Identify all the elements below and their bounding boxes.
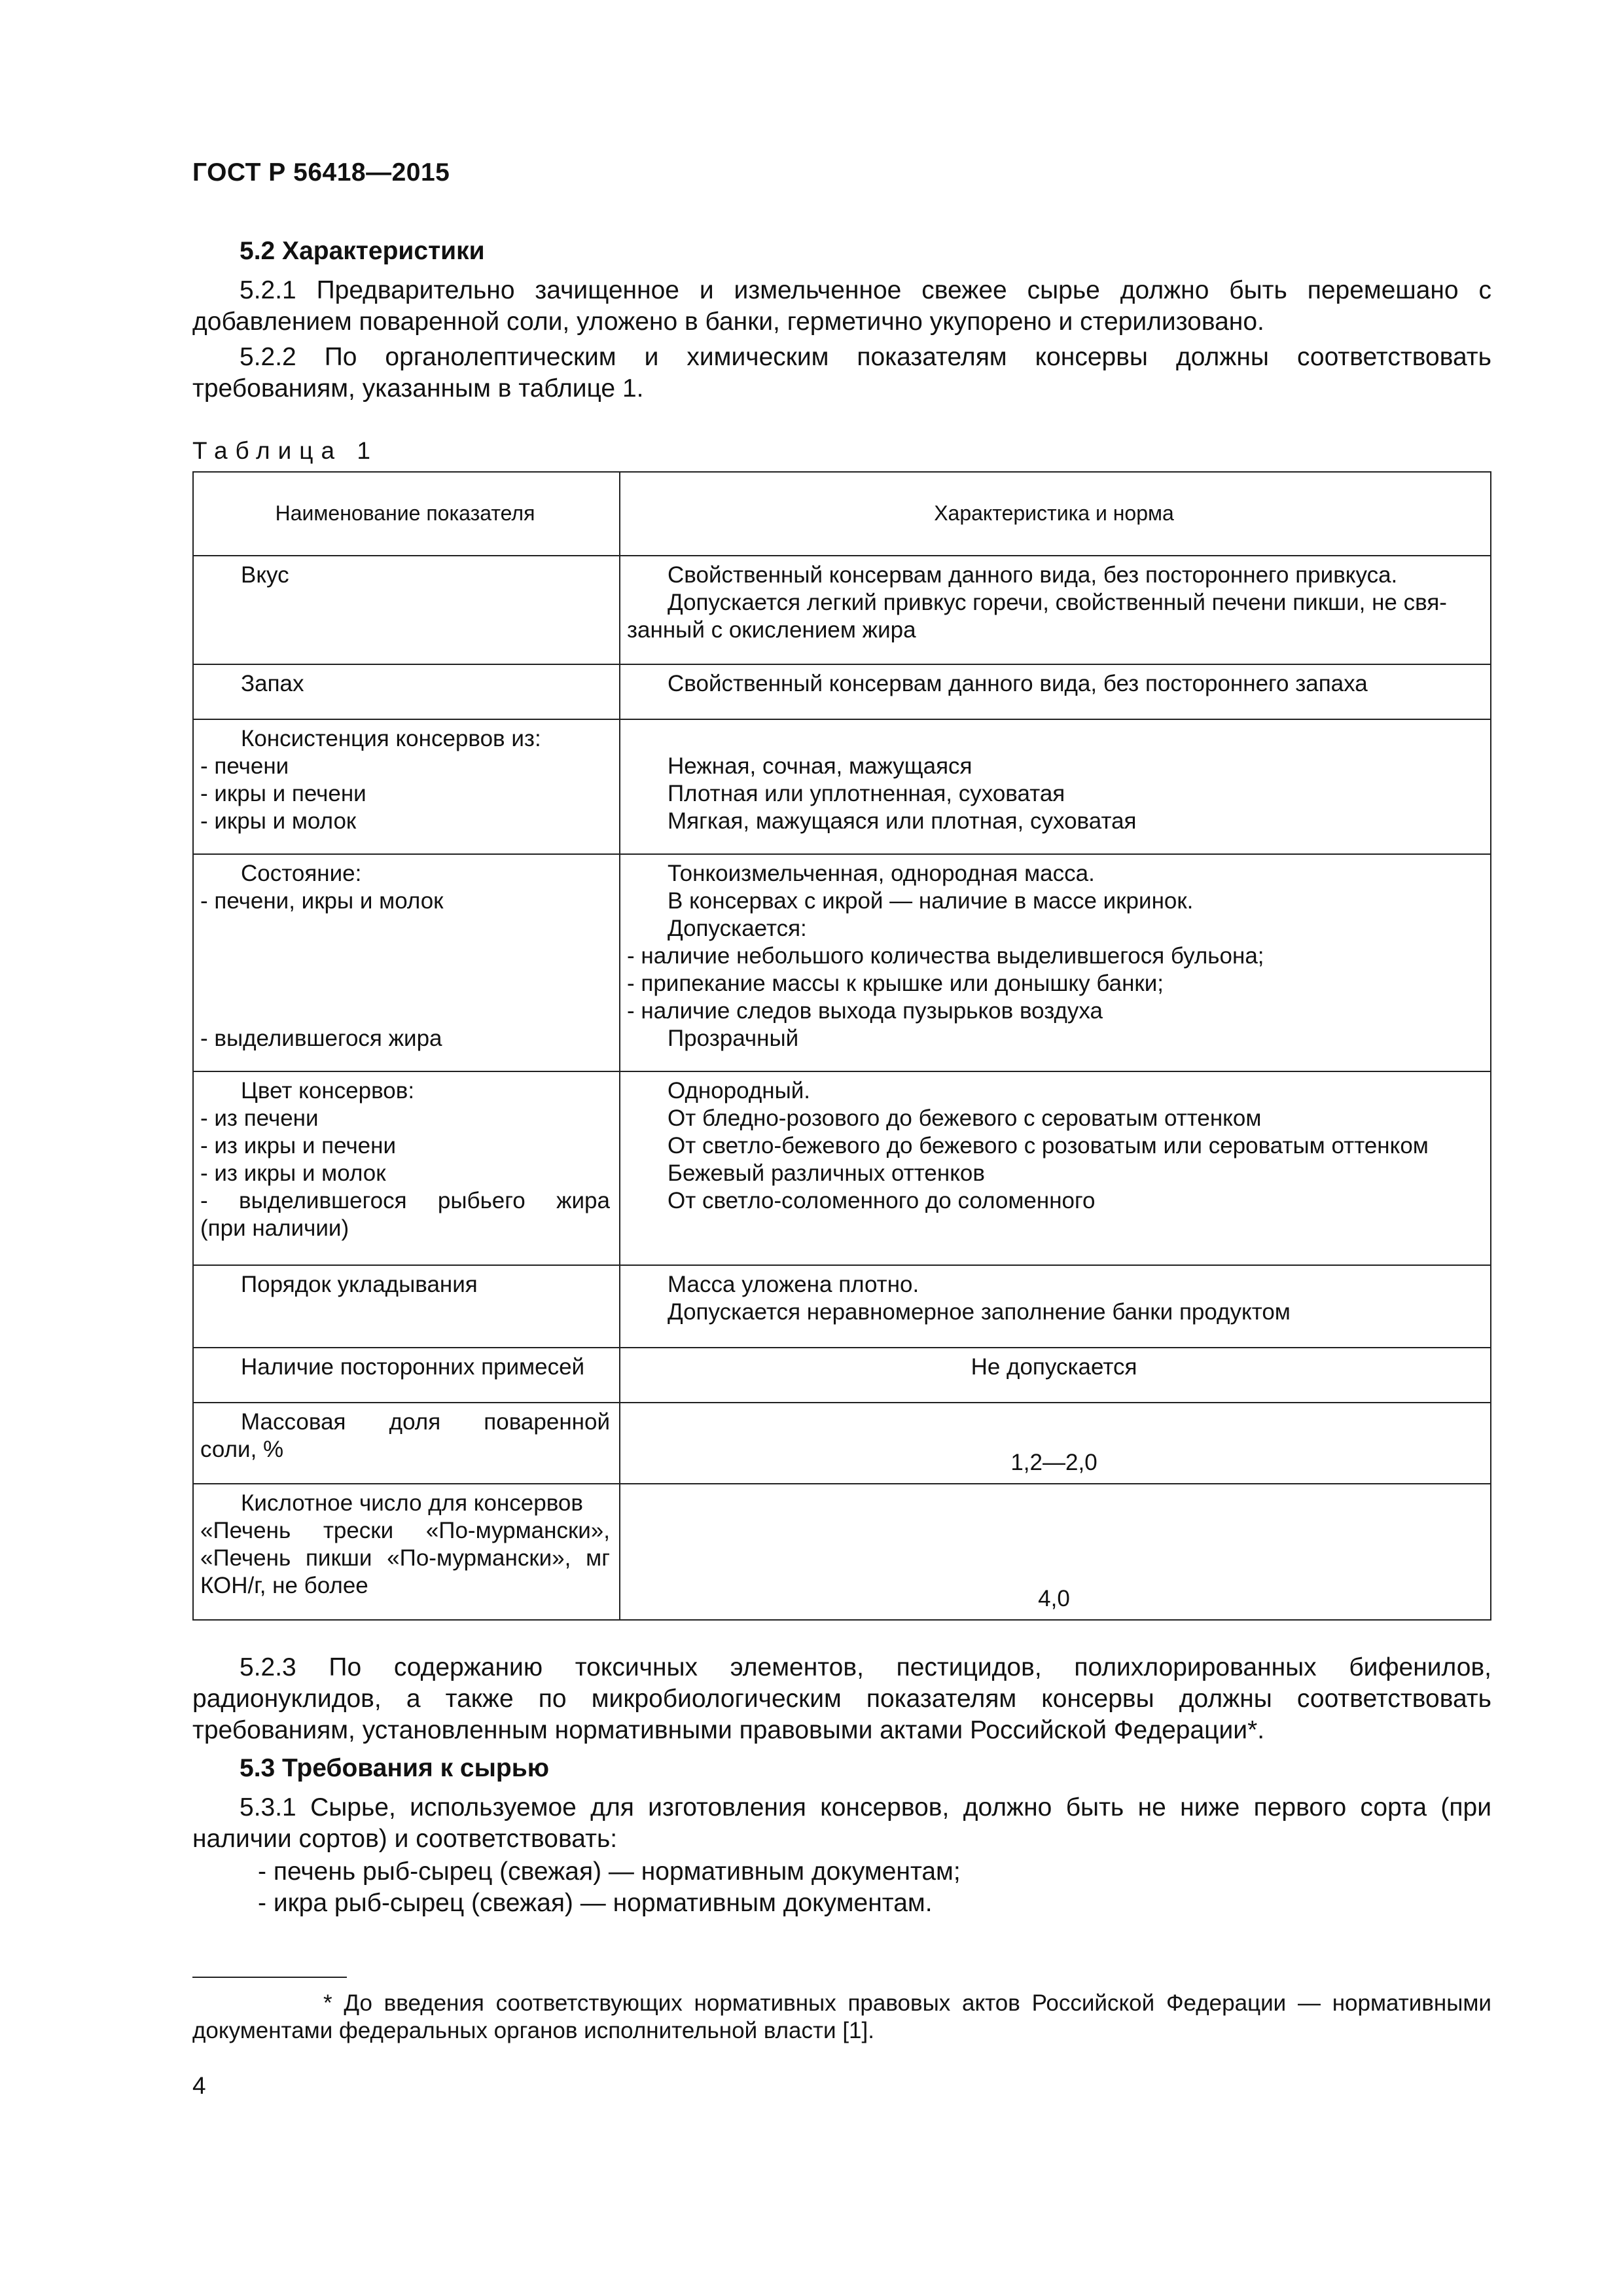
indicator-subitem: - из икры и молок bbox=[200, 1160, 386, 1186]
list-item: - икра рыб-сырец (свежая) — нормативным документам. bbox=[258, 1889, 933, 1917]
indicator-text: Наличие посторонних примесей bbox=[241, 1354, 585, 1380]
indicator-text: Консистенция консервов из: bbox=[241, 726, 541, 751]
norm-text: От светло-бежевого до бежевого с розоватым или сероватым оттенком bbox=[668, 1133, 1429, 1158]
norm-text: Допускается неравномерное заполнение банки продуктом bbox=[668, 1299, 1291, 1325]
norm-text: 1,2—2,0 bbox=[1010, 1450, 1097, 1475]
characteristics-table bbox=[192, 471, 1491, 1621]
table-caption: Таблица 1 bbox=[192, 437, 378, 464]
paragraph-5-2-3: 5.2.3 По содержанию токсичных элементов, пестицидов, полихлорированных бифенилов, радионуклидов, а также по микробиологическим показателям консервы должны соответствовать требованиям, установленным нормативными правовыми актами Российской Федерации*. bbox=[192, 1653, 1491, 1744]
table-row bbox=[193, 1403, 1491, 1484]
page-number: 4 bbox=[192, 2072, 206, 2099]
footnote: * До введения соответствующих нормативных правовых актов Российской Федерации — нормативными документами федеральных органов исполнительной власти [1]. bbox=[192, 1990, 1491, 2043]
document-code: ГОСТ Р 56418—2015 bbox=[192, 158, 450, 187]
norm-cell bbox=[620, 719, 1491, 854]
norm-text: Не допускается bbox=[971, 1354, 1137, 1380]
indicator-cell bbox=[193, 1403, 620, 1484]
norm-text: Прозрачный bbox=[668, 1026, 799, 1051]
indicator-cell bbox=[193, 719, 620, 854]
norm-text: Мягкая, мажущаяся или плотная, суховатая bbox=[668, 808, 1137, 834]
norm-cell bbox=[620, 664, 1491, 719]
norm-text: 4,0 bbox=[1038, 1586, 1070, 1611]
paragraph-5-3-1: 5.3.1 Сырье, используемое для изготовления консервов, должно быть не ниже первого сорта (при наличии сортов) и соответствовать: bbox=[192, 1793, 1491, 1853]
indicator-text: КОН/г, не более bbox=[200, 1573, 368, 1598]
indicator-subitem: - икры и молок bbox=[200, 808, 357, 834]
footnote-divider bbox=[192, 1977, 347, 1978]
indicator-cell bbox=[193, 664, 620, 719]
norm-text: Плотная или уплотненная, суховатая bbox=[668, 781, 1065, 806]
indicator-cell bbox=[193, 1071, 620, 1265]
norm-text: От бледно-розового до бежевого с сероватым оттенком bbox=[668, 1105, 1262, 1131]
norm-subitem: - припекание массы к крышке или донышку банки; bbox=[627, 971, 1164, 996]
indicator-text: Кислотное число для консервов bbox=[241, 1490, 583, 1516]
norm-text: Свойственный консервам данного вида, без постороннего привкуса. bbox=[668, 562, 1398, 588]
table-row bbox=[193, 719, 1491, 854]
table-row bbox=[193, 854, 1491, 1071]
norm-text: занный с окислением жира bbox=[627, 617, 916, 643]
norm-subitem: - наличие следов выхода пузырьков воздуха bbox=[627, 998, 1103, 1024]
table-row bbox=[193, 1071, 1491, 1265]
indicator-text: Массовая доля поваренной bbox=[241, 1409, 610, 1435]
indicator-cell bbox=[193, 1348, 620, 1403]
norm-subitem: - наличие небольшого количества выделившегося бульона; bbox=[627, 943, 1264, 969]
norm-text: Нежная, сочная, мажущаяся bbox=[668, 753, 972, 779]
norm-text: Допускается легкий привкус горечи, свойственный печени пикши, не свя- bbox=[668, 590, 1447, 615]
norm-text: В консервах с икрой — наличие в массе икринок. bbox=[668, 888, 1194, 914]
indicator-text: Цвет консервов: bbox=[241, 1078, 415, 1103]
indicator-subitem: - выделившегося рыбьего жира bbox=[200, 1188, 610, 1213]
section-heading-5-3: 5.3 Требования к сырью bbox=[240, 1754, 550, 1782]
indicator-text: «Печень трески «По-мурмански», bbox=[200, 1518, 610, 1543]
indicator-subitem: - печени bbox=[200, 753, 289, 779]
column-header-value: Характеристика и норма bbox=[620, 472, 1491, 556]
indicator-cell bbox=[193, 1265, 620, 1348]
norm-cell bbox=[620, 854, 1491, 1071]
indicator-text: соли, % bbox=[200, 1437, 284, 1462]
norm-cell bbox=[620, 1484, 1491, 1620]
norm-text: Тонкоизмельченная, однородная масса. bbox=[668, 861, 1095, 886]
paragraph-5-2-1: 5.2.1 Предварительно зачищенное и измельченное свежее сырье должно быть перемешано с добавлением поваренной соли, уложено в банки, герметично укупорено и стерилизовано. bbox=[192, 276, 1491, 336]
paragraph-5-2-2: 5.2.2 По органолептическим и химическим показателям консервы должны соответствовать требованиям, указанным в таблице 1. bbox=[192, 343, 1491, 403]
indicator-text: Порядок укладывания bbox=[241, 1272, 478, 1297]
indicator-text: Состояние: bbox=[241, 861, 362, 886]
norm-text: Однородный. bbox=[668, 1078, 811, 1103]
table-row bbox=[193, 1484, 1491, 1620]
indicator-subitem: - выделившегося жира bbox=[200, 1026, 442, 1051]
norm-cell bbox=[620, 1348, 1491, 1403]
indicator-cell bbox=[193, 854, 620, 1071]
indicator-cell bbox=[193, 1484, 620, 1620]
norm-cell bbox=[620, 556, 1491, 664]
indicator-text: Запах bbox=[241, 671, 304, 696]
section-heading-5-2: 5.2 Характеристики bbox=[240, 237, 485, 265]
norm-text: Масса уложена плотно. bbox=[668, 1272, 919, 1297]
table-row bbox=[193, 1265, 1491, 1348]
indicator-text: Вкус bbox=[241, 562, 289, 588]
norm-cell bbox=[620, 1403, 1491, 1484]
indicator-subitem: - икры и печени bbox=[200, 781, 366, 806]
indicator-subitem: (при наличии) bbox=[200, 1215, 349, 1241]
table-row bbox=[193, 556, 1491, 664]
indicator-subitem: - из печени bbox=[200, 1105, 319, 1131]
indicator-text: «Печень пикши «По-мурмански», мг bbox=[200, 1545, 610, 1571]
table-row bbox=[193, 1348, 1491, 1403]
table-row bbox=[193, 664, 1491, 719]
norm-cell bbox=[620, 1265, 1491, 1348]
norm-text: Свойственный консервам данного вида, без постороннего запаха bbox=[668, 671, 1368, 696]
norm-text: От светло-соломенного до соломенного bbox=[668, 1188, 1096, 1213]
indicator-subitem: - из икры и печени bbox=[200, 1133, 397, 1158]
indicator-subitem: - печени, икры и молок bbox=[200, 888, 444, 914]
column-header-name: Наименование показателя bbox=[193, 472, 620, 556]
norm-cell bbox=[620, 1071, 1491, 1265]
norm-text: Бежевый различных оттенков bbox=[668, 1160, 985, 1186]
table-header-row bbox=[193, 472, 1491, 556]
norm-text: Допускается: bbox=[668, 916, 807, 941]
indicator-cell bbox=[193, 556, 620, 664]
list-item: - печень рыб-сырец (свежая) — нормативным документам; bbox=[258, 1857, 961, 1886]
